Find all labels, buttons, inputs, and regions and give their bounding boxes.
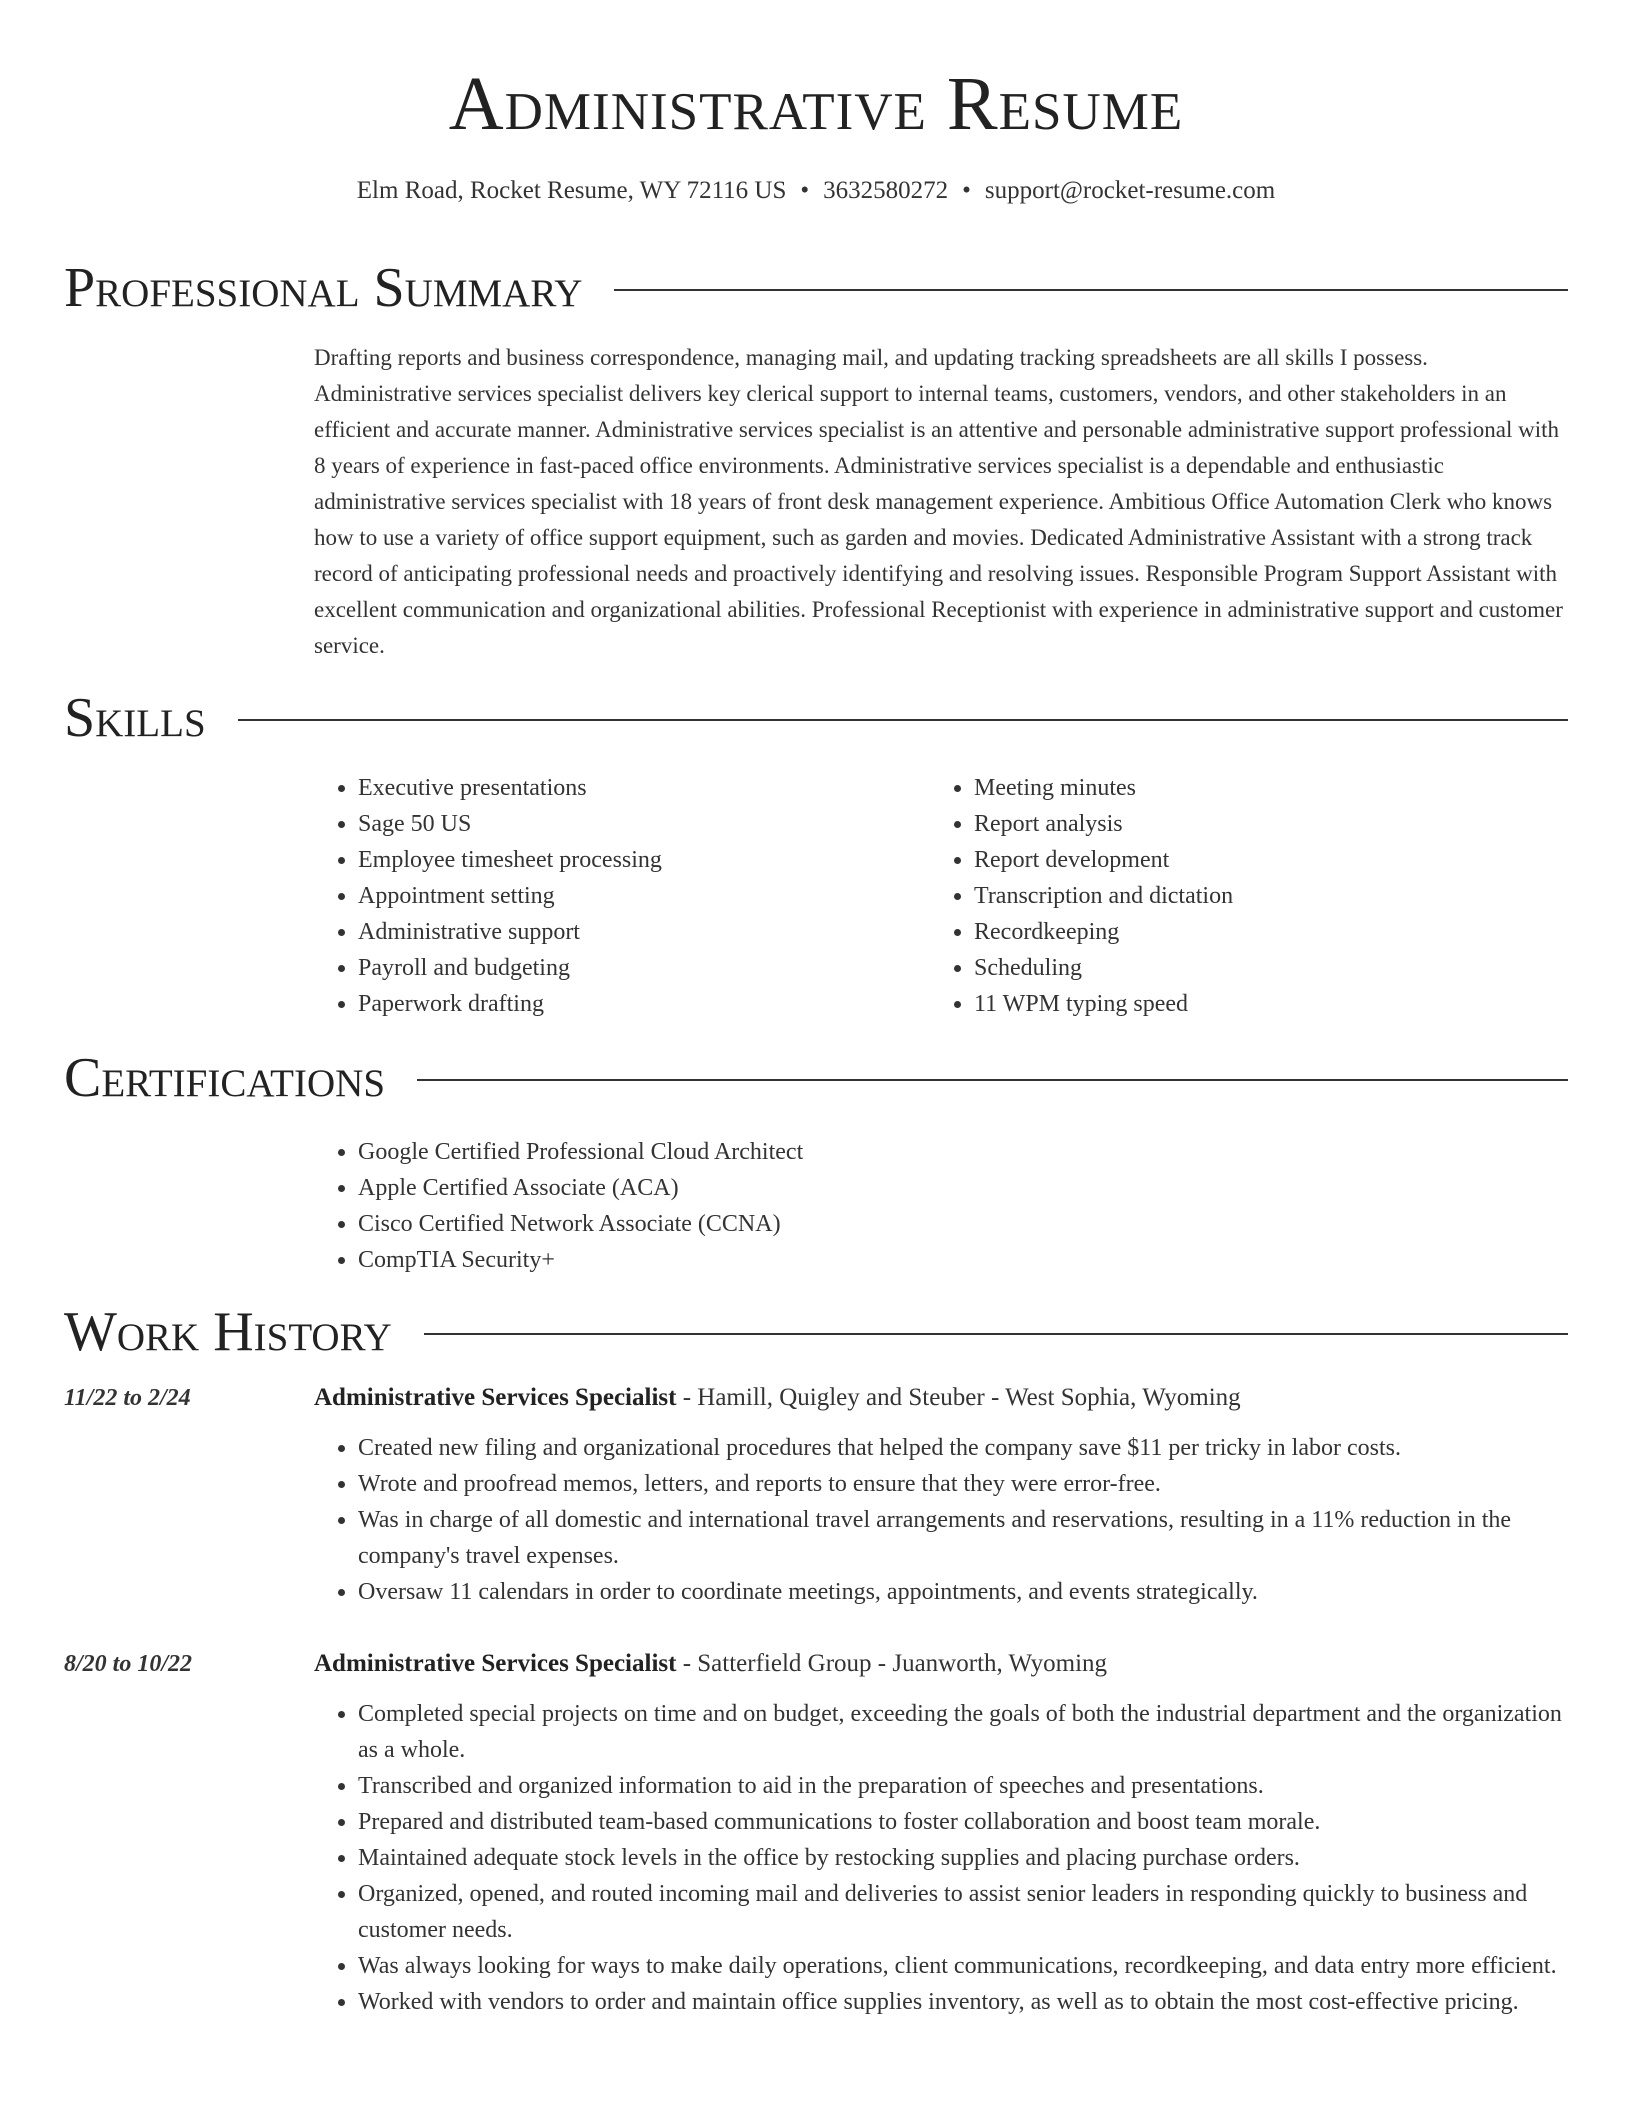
job-bullet: • Maintained adequate stock levels in the office by restocking supplies and placing purchase orders. <box>358 1840 1584 1876</box>
skill-item: • Recordkeeping <box>974 914 1530 950</box>
job-title: Administrative Services Specialist <box>314 1384 677 1411</box>
contact-separator: • <box>800 177 810 204</box>
skill-item: • Administrative support <box>358 914 914 950</box>
certifications-section-header <box>64 1046 1568 1110</box>
skills-list-right <box>930 770 1530 1022</box>
contact-email: support@rocket-resume.com <box>984 177 1276 204</box>
job-title-line <box>314 1380 1570 1416</box>
skill-item: • Sage 50 US <box>358 806 914 842</box>
section-divider <box>417 1079 1568 1081</box>
job-bullet: • Organized, opened, and routed incoming mail and deliveries to assist senior leaders in responding quickly to business and customer needs. <box>358 1876 1584 1948</box>
certification-item: • CompTIA Security+ <box>358 1242 1314 1278</box>
contact-line <box>0 176 1632 206</box>
skill-item: • Executive presentations <box>358 770 914 806</box>
certifications-heading: Certifications <box>64 1047 386 1109</box>
certification-item: • Cisco Certified Network Associate (CCNA) <box>358 1206 1314 1242</box>
job-bullet: • Oversaw 11 calendars in order to coordinate meetings, appointments, and events strategically. <box>358 1574 1584 1610</box>
job-bullet: • Prepared and distributed team-based communications to foster collaboration and boost team morale. <box>358 1804 1584 1840</box>
skills-section-header <box>64 686 1568 750</box>
job-dates: 11/22 to 2/24 <box>64 1385 191 1411</box>
resume-title: Administrative Resume <box>448 62 1184 146</box>
section-divider <box>238 719 1568 721</box>
job-bullet: • Completed special projects on time and on budget, exceeding the goals of both the industrial department and the organization as a whole. <box>358 1696 1584 1768</box>
job-dates: 8/20 to 10/22 <box>64 1651 193 1677</box>
section-divider <box>614 289 1568 291</box>
skill-item: • Report analysis <box>974 806 1530 842</box>
certifications-list <box>314 1134 1314 1278</box>
job-employer-location: - Hamill, Quigley and Steuber - West Sophia, Wyoming <box>676 1384 1241 1411</box>
job-employer-location: - Satterfield Group - Juanworth, Wyoming <box>676 1650 1108 1677</box>
job-title-line <box>314 1646 1570 1682</box>
summary-heading: Professional Summary <box>64 257 583 319</box>
certification-item: • Google Certified Professional Cloud Architect <box>358 1134 1314 1170</box>
skill-item: • Paperwork drafting <box>358 986 914 1022</box>
skill-item: • Transcription and dictation <box>974 878 1530 914</box>
skill-item: • Payroll and budgeting <box>358 950 914 986</box>
summary-section-header <box>64 256 1568 320</box>
skill-item: • 11 WPM typing speed <box>974 986 1530 1022</box>
summary-text: Drafting reports and business correspondence, managing mail, and updating tracking spreadsheets are all skills I possess. Administrative services specialist delivers key clerical support to internal teams, customers, vendors, and other stakeholders in an efficient and accurate manner. Administrative services specialist is an attentive and personable administrative support professional with 8 years of experience in fast-paced office environments. Administrative services specialist is a dependable and enthusiastic administrative services specialist with 18 years of front desk management experience. Ambitious Office Automation Clerk who knows how to use a variety of office support equipment, such as garden and movies. Dedicated Administrative Assistant with a strong track record of anticipating professional needs and proactively identifying and resolving issues. Responsible Program Support Assistant with excellent communication and organizational abilities. Professional Receptionist with experience in administrative support and customer service. <box>314 345 1563 658</box>
skill-item: • Appointment setting <box>358 878 914 914</box>
contact-address: Elm Road, Rocket Resume, WY 72116 US <box>356 177 787 204</box>
section-divider <box>424 1333 1568 1335</box>
job-bullet: • Created new filing and organizational procedures that helped the company save $11 per tricky in labor costs. <box>358 1430 1584 1466</box>
certification-item: • Apple Certified Associate (ACA) <box>358 1170 1314 1206</box>
job-responsibilities <box>314 1696 1584 2020</box>
contact-separator: • <box>962 177 971 204</box>
skill-item: • Scheduling <box>974 950 1530 986</box>
skill-item: • Report development <box>974 842 1530 878</box>
contact-phone: 3632580272 <box>823 177 949 204</box>
skill-item: • Meeting minutes <box>974 770 1530 806</box>
job-bullet: • Worked with vendors to order and maintain office supplies inventory, as well as to obtain the most cost-effective pricing. <box>358 1984 1584 2020</box>
job-bullet: • Wrote and proofread memos, letters, and reports to ensure that they were error-free. <box>358 1466 1584 1502</box>
job-title: Administrative Services Specialist <box>314 1650 677 1677</box>
work-history-section-header <box>64 1300 1568 1364</box>
skills-heading: Skills <box>64 687 206 749</box>
job-bullet: • Was always looking for ways to make daily operations, client communications, recordkeeping, and data entry more efficient. <box>358 1948 1584 1984</box>
skills-list-left <box>314 770 914 1022</box>
job-bullet: • Transcribed and organized information to aid in the preparation of speeches and presentations. <box>358 1768 1584 1804</box>
job-responsibilities <box>314 1430 1584 1610</box>
skill-item: • Employee timesheet processing <box>358 842 914 878</box>
work-history-heading: Work History <box>64 1301 392 1363</box>
job-bullet: • Was in charge of all domestic and international travel arrangements and reservations, resulting in a 11% reduction in the company's travel expenses. <box>358 1502 1584 1574</box>
